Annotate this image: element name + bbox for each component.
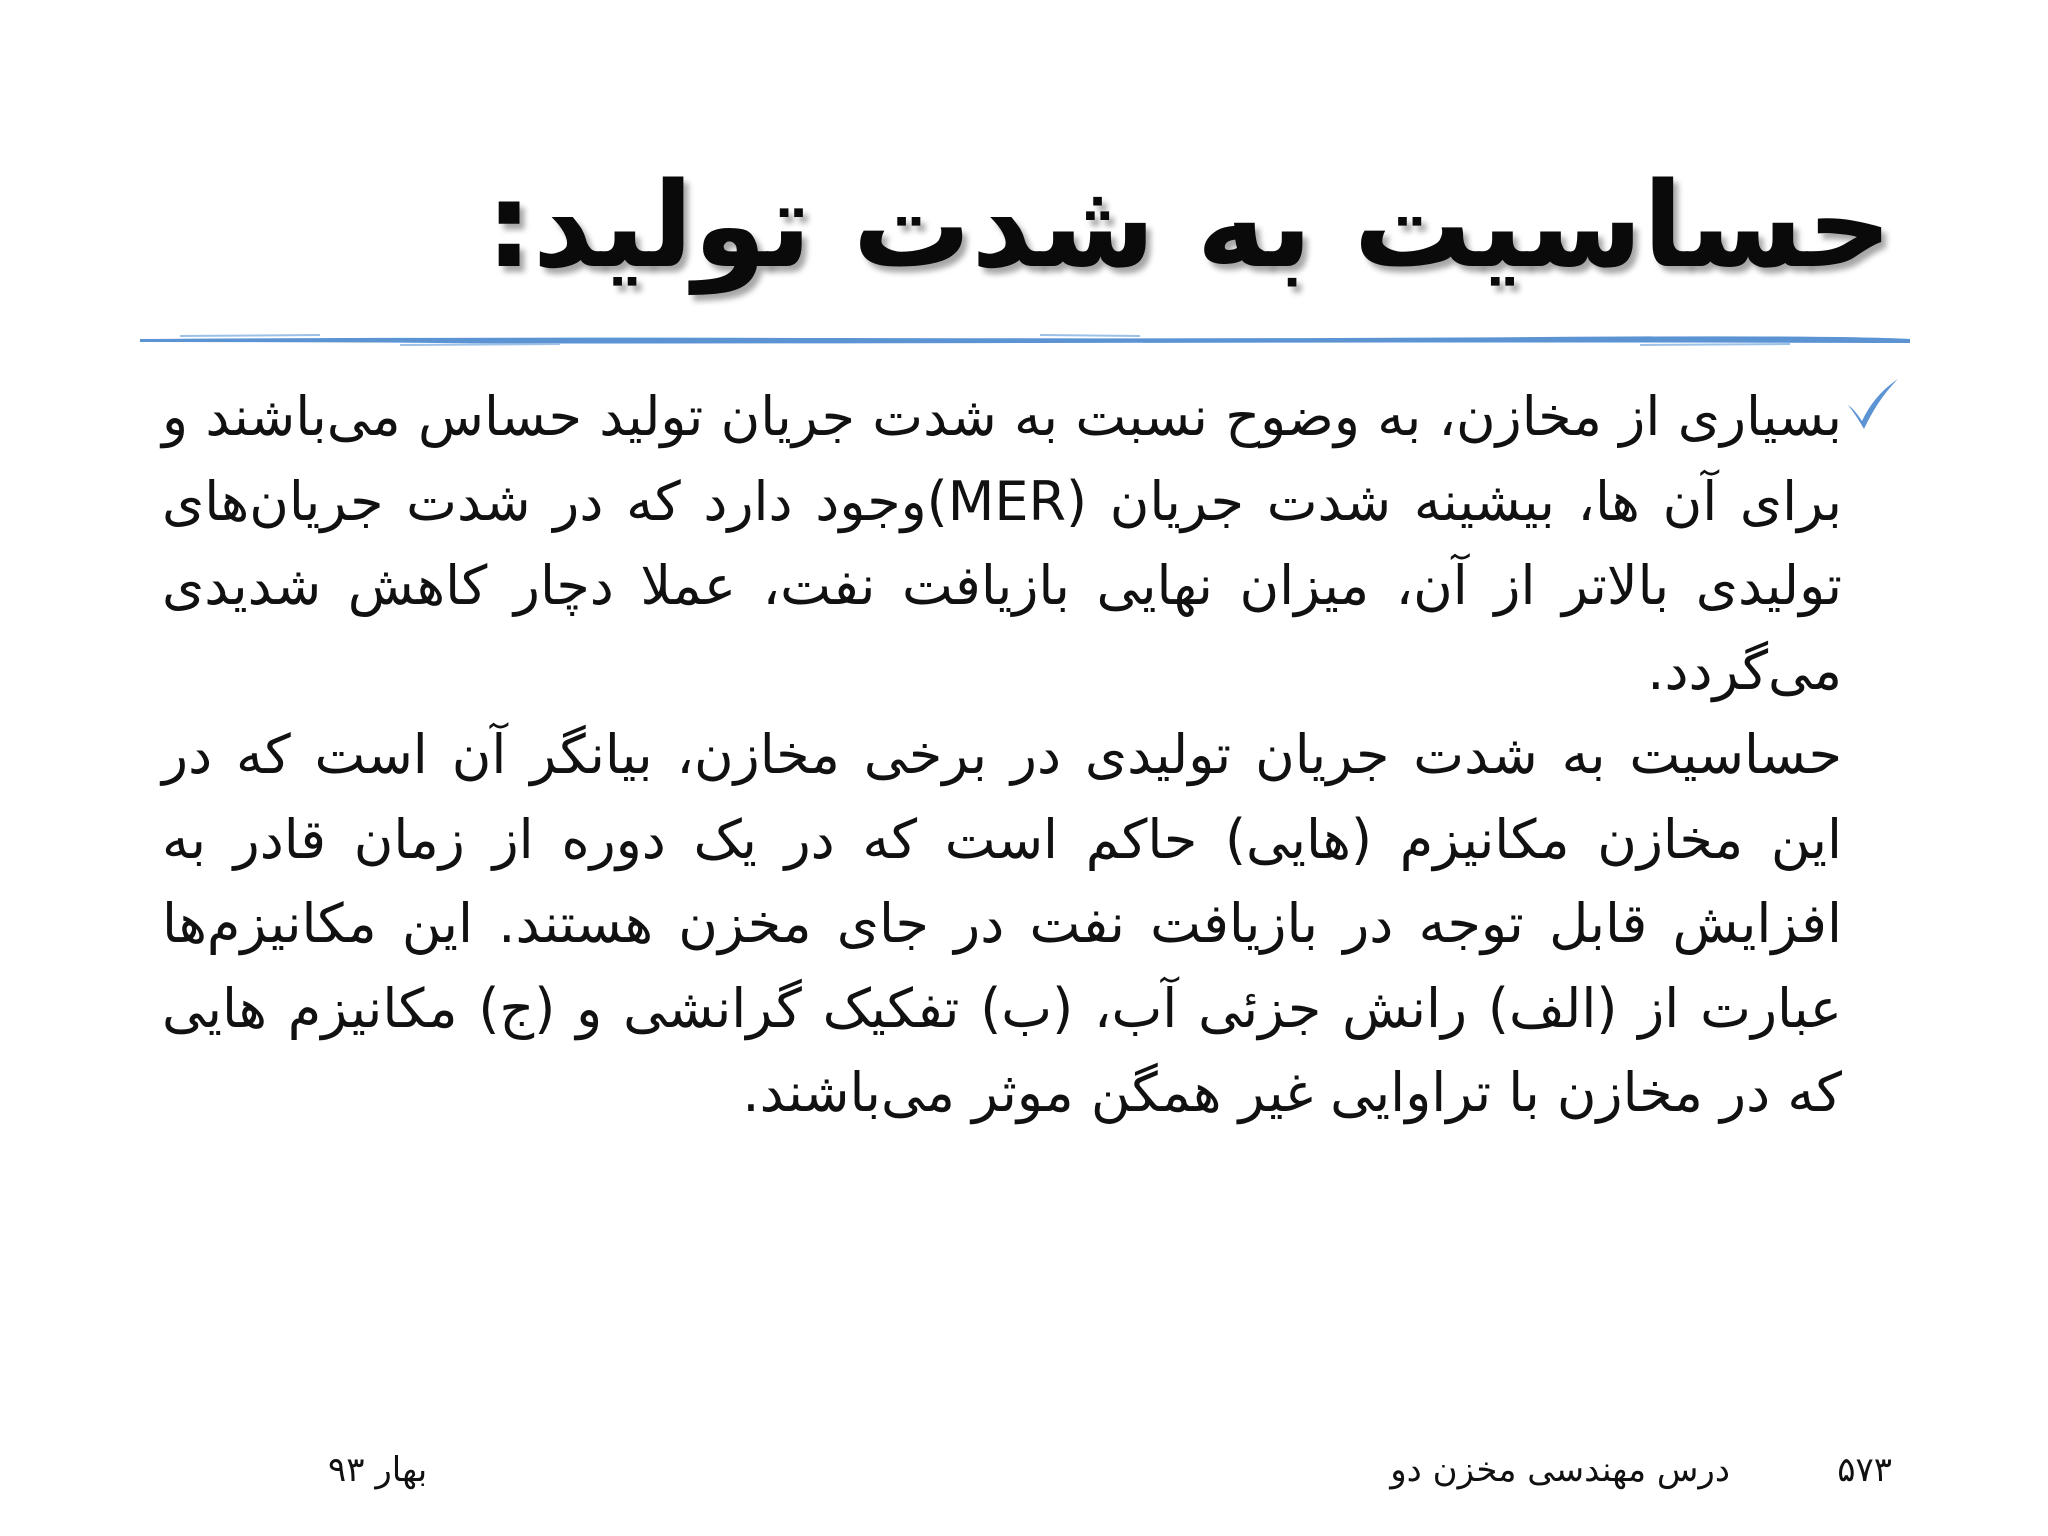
footer-date: بهار ۹۳ xyxy=(328,1450,428,1490)
checkmark-icon xyxy=(1844,375,1902,433)
title-underline xyxy=(140,330,1910,350)
footer-page-number: ۵۷۳ xyxy=(1837,1450,1892,1490)
footer-course-title: درس مهندسی مخزن دو xyxy=(1390,1450,1730,1490)
slide-title: حساسیت به شدت تولید: xyxy=(485,156,1892,294)
paragraph-2: حساسیت به شدت جریان تولیدی در برخی مخازن، بیانگر آن است که در این مخازن مکانیزم (هایی) حاکم است که در یک دوره از زمان قادر به افزایش قابل توجه در بازیافت نفت در جای مخزن هستند. این مکانیزم‌ها عبارت از (الف) رانش جزئی آب، (ب) تفکیک گرانشی و (ج) مکانیزم هایی که در مخازن با تراوایی غیر همگن موثر می‌باشند. xyxy=(162,723,1842,1124)
slide-body xyxy=(162,375,1842,1136)
paragraph-1: بسیاری از مخازن، به وضوح نسبت به شدت جریان تولید حساس می‌باشند و برای آن ها، بیشینه شدت جریان (MER)وجود دارد که در شدت جریان‌های تولیدی بالاتر از آن، میزان نهایی بازیافت نفت، عملا دچار کاهش شدیدی می‌گردد. xyxy=(162,385,1842,702)
